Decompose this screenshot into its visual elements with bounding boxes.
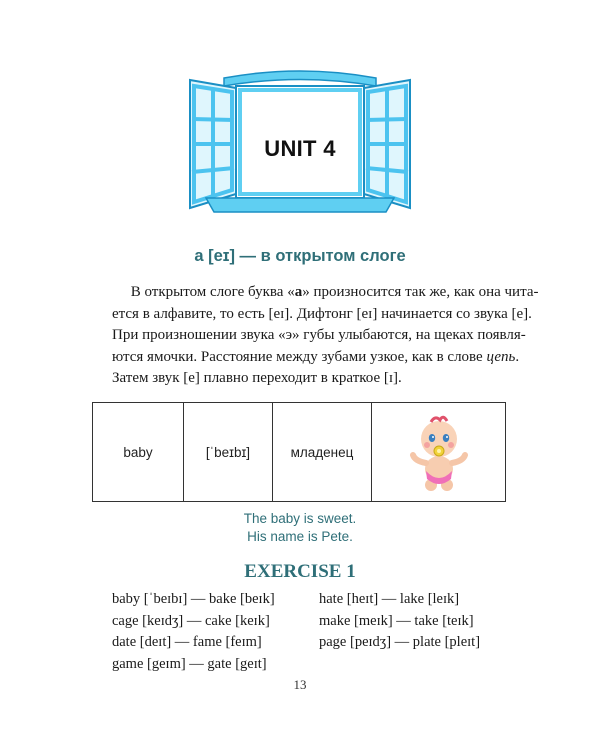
section-heading: a [eɪ] — в открытом слоге bbox=[194, 247, 406, 265]
vocab-transcription: [ˈbeɪbɪ] bbox=[184, 403, 273, 502]
unit-title: UNIT 4 bbox=[264, 136, 336, 161]
vocab-image-cell bbox=[372, 403, 506, 502]
paragraph-line-1: В открытом слоге буква «a» произносится так же, как она чита- bbox=[130, 284, 539, 300]
list-item: baby [ˈbeɪbɪ] — bake [beɪk] bbox=[112, 591, 275, 607]
baby-with-pacifier-icon bbox=[407, 411, 471, 493]
paragraph-line-5: Затем звук [e] плавно переходит в краткое [ɪ]. bbox=[112, 370, 402, 386]
vocabulary-table bbox=[92, 402, 506, 502]
rhyme-line-1: The baby is sweet. bbox=[243, 511, 357, 526]
rhyme bbox=[0, 510, 600, 546]
exercise-heading: EXERCISE 1 bbox=[244, 561, 356, 582]
page-number: 13 bbox=[293, 677, 307, 692]
table-row bbox=[93, 403, 506, 502]
list-item: game [geɪm] — gate [geɪt] bbox=[112, 655, 267, 672]
exercise-right-column bbox=[319, 589, 480, 654]
exercise-left-column bbox=[112, 589, 275, 675]
list-item: page [peɪdʒ] — plate [pleɪt] bbox=[319, 634, 481, 650]
paragraph-line-4: ются ямочки. Расстояние между зубами узкое, как в слове цепь. bbox=[112, 348, 520, 365]
vocab-translation: младенец bbox=[273, 403, 372, 502]
paragraph-line-3: При произношении звука «э» губы улыбаются, на щеках появля- bbox=[112, 327, 526, 343]
list-item: hate [heɪt] — lake [leɪk] bbox=[319, 591, 460, 607]
vocab-word: baby bbox=[93, 403, 184, 502]
list-item: date [deɪt] — fame [feɪm] bbox=[112, 634, 262, 650]
list-item: make [meɪk] — take [teɪk] bbox=[319, 612, 474, 629]
rhyme-line-2: His name is Pete. bbox=[247, 529, 353, 544]
list-item: cage [keɪdʒ] — cake [keɪk] bbox=[112, 612, 270, 629]
explanation-paragraph bbox=[112, 282, 539, 390]
paragraph-line-2: ется в алфавите, то есть [eɪ]. Дифтонг [eɪ] начинается со звука [e]. bbox=[112, 305, 532, 322]
